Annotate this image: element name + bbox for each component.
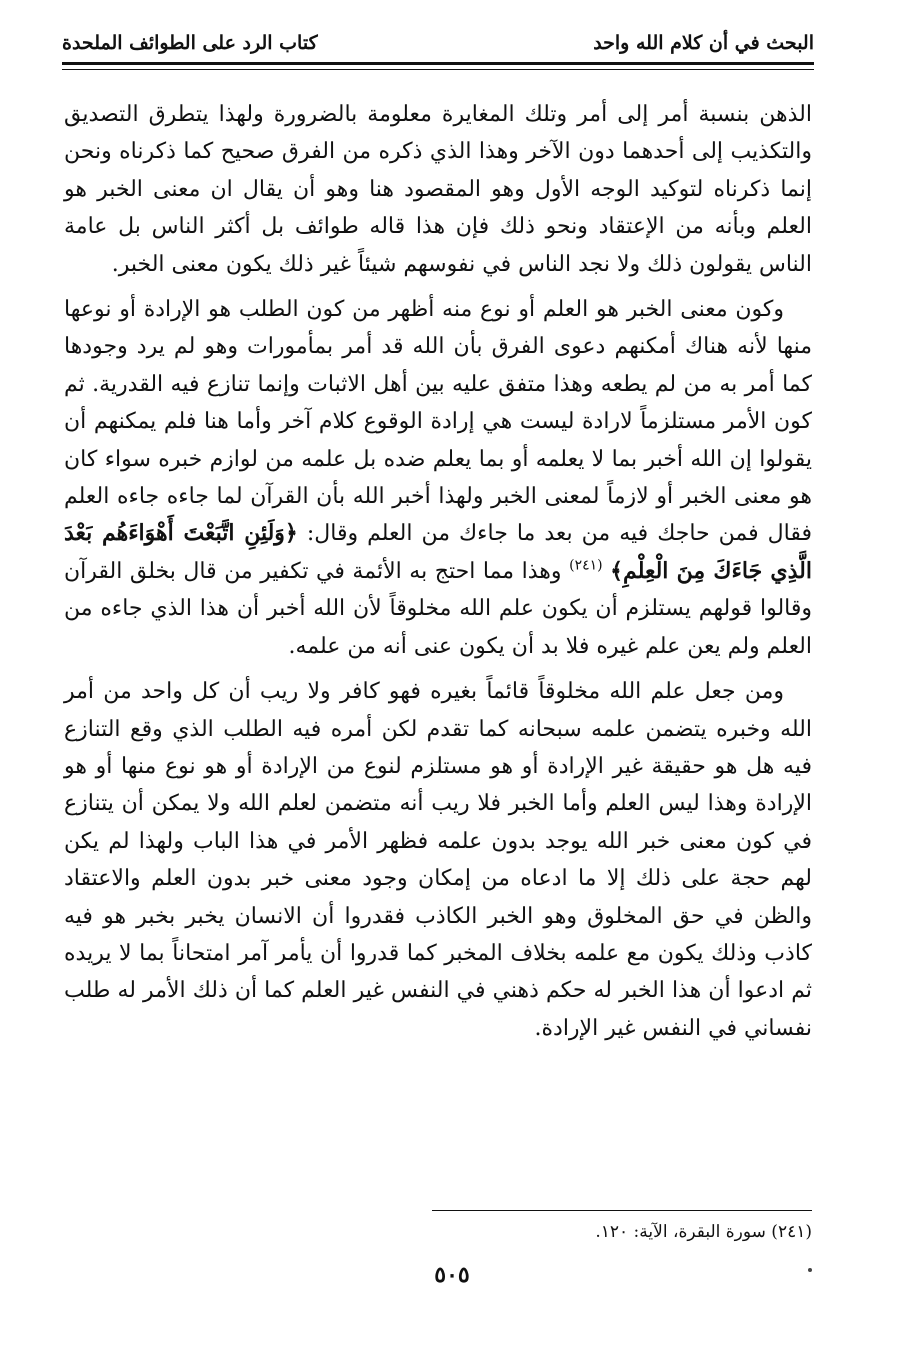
header-rule-thin [62,69,814,70]
header-book-title: كتاب الرد على الطوائف الملحدة [62,32,318,54]
quran-verse: ﴿وَلَئِنِ اتَّبَعْتَ أَهْوَاءَهُم بَعْدَ الَّذِي جَاءَكَ مِنَ الْعِلْمِ﴾ [64,520,812,584]
page-number: ٥٠٥ [434,1262,470,1288]
paragraph-2 [64,291,812,665]
footnote-separator [432,1210,812,1211]
scan-dot [808,1268,812,1272]
paragraph-2-text-after: وهذا مما احتج به الأئمة في تكفير من قال بخلق القرآن وقالوا قولهم يستلزم أن يكون علم الله مخلوقاً لأن الله أخبر أن هذا الذي جاءه من العلم ولم يعن علم غيره فلا بد أن يكون عنى أنه من علمه. [64,558,812,659]
running-header [62,30,814,56]
body-text [64,96,812,1047]
paragraph-1: الذهن بنسبة أمر إلى أمر وتلك المغايرة معلومة بالضرورة ولهذا يتطرق التصديق والتكذيب إلى أحدهما دون الآخر وهذا الذي ذكره من الفرق صحيح كما ذكرناه ونحن إنما ذكرناه لتوكيد الوجه الأول وهو المقصود هنا وهو أن يقال ان معنى الخبر هو العلم وبأنه من الإعتقاد ونحو ذلك فإن هذا قاله طوائف بل أكثر الناس بل عامة الناس يقولون ذلك ولا نجد الناس في نفوسهم شيئاً غير ذلك يكون معنى الخبر. [64,102,812,277]
paragraph-2-text-before: وكون معنى الخبر هو العلم أو نوع منه أظهر من كون الطلب هو الإرادة أو نوعها منها لأنه هناك أمكنهم دعوى الفرق بأن الله قد أمر بمأمورات وهو لم يرد وجودها كما أمر به من لم يطعه وهذا متفق عليه بين أهل الاثبات وإنما تنازع فيه القدرية. ثم كون الأمر مستلزماً لارادة ليست هي إرادة الوقوع كلام آخر وأما هنا فلم يمكنهم أن يقولوا إن الله أخبر بما لا يعلمه أو بما يعلم ضده بل علمه من لوازم خبره سواء كان هو معنى الخبر أو لازماً لمعنى الخبر ولهذا أخبر الله بأن القرآن لما جاءه جاءه العلم فقال فمن حاجك فيه من بعد ما جاءك من العلم وقال: [64,297,812,547]
footnote-reference: (٢٤١) [569,557,603,574]
footnote: (٢٤١) سورة البقرة، الآية: ١٢٠. [595,1222,812,1242]
header-rule-thick [62,62,814,65]
paragraph-3: ومن جعل علم الله مخلوقاً قائماً بغيره فهو كافر ولا ريب أن كل واحد من أمر الله وخبره يتضمن علمه سبحانه كما تقدم لكن أمره فيه الطلب الذي وقع التنازع فيه هل هو حقيقة غير الإرادة أو هو مستلزم لنوع من الإرادة أو هو نوع منها أو هو الإرادة وهذا ليس العلم وأما الخبر فلا ريب أنه متضمن لعلم الله ولا يمكن أن يتنازع في كون معنى خبر الله يوجد بدون علمه فظهر الأمر في هذا الباب ولهذا لم يكن لهم حجة على ذلك إلا ما ادعاه من إمكان وجود معنى خبر بدون العلم والاعتقاد والظن في حق المخلوق وهو الخبر الكاذب فقدروا أن الانسان يخبر بخبر هو فيه كاذب وذلك يكون مع علمه بخلاف المخبر كما قدروا أن يأمر آمر امتحاناً بما لا يريده ثم ادعوا أن هذا الخبر له حكم ذهني في النفس غير العلم كما أن ذلك الأمر له طلب نفساني في النفس غير الإرادة. [64,679,812,1041]
header-chapter-title: البحث في أن كلام الله واحد [593,32,814,54]
